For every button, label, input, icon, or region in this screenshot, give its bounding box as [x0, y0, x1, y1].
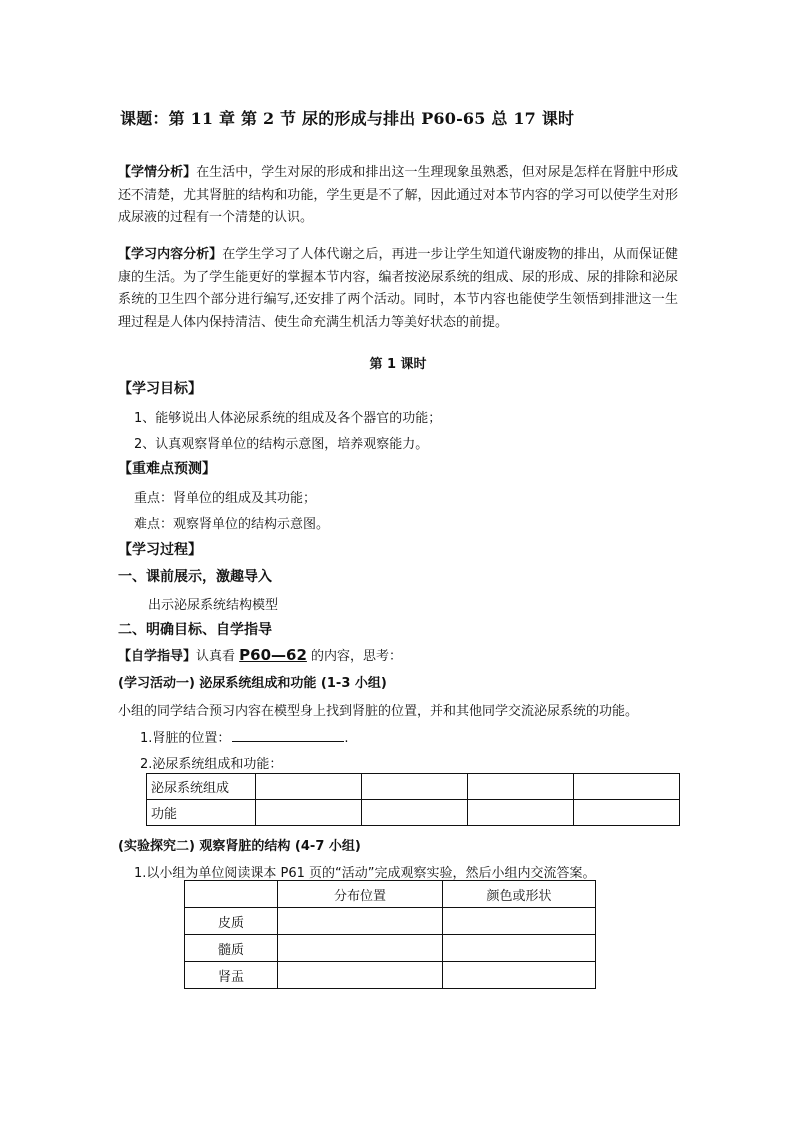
table-row — [147, 774, 680, 800]
row-label: 肾盂 — [185, 962, 278, 989]
table-cell[interactable] — [278, 908, 443, 935]
guide-post: 的内容，思考： — [306, 649, 403, 664]
goal-item-1: 1、能够说出人体泌尿系统的组成及各个器官的功能； — [134, 411, 442, 426]
table-cell[interactable] — [362, 774, 468, 800]
table-cell[interactable] — [278, 962, 443, 989]
neirong-heading: 【学习内容分析】 — [118, 247, 223, 262]
section-2-heading: 二、明确目标、自学指导 — [118, 622, 272, 638]
table-row — [185, 962, 596, 989]
column-header: 分布位置 — [278, 881, 443, 908]
question-1 — [140, 727, 349, 746]
guide-pre: 认真看 — [196, 649, 240, 664]
table-row — [185, 908, 596, 935]
xueqing-paragraph — [118, 162, 678, 230]
row-label: 髓质 — [185, 935, 278, 962]
question-1-label: 1.肾脏的位置： — [140, 731, 231, 746]
table-cell[interactable] — [443, 962, 596, 989]
keypoint-item-2: 难点：观察肾单位的结构示意图。 — [134, 517, 330, 532]
urinary-system-table — [146, 773, 680, 826]
activity-1-text: 小组的同学结合预习内容在模型身上找到肾脏的位置，并和其他同学交流泌尿系统的功能。 — [118, 704, 639, 719]
row-label: 功能 — [147, 800, 256, 826]
table-cell[interactable] — [362, 800, 468, 826]
table-cell[interactable] — [468, 774, 574, 800]
table-cell[interactable] — [256, 774, 362, 800]
row-label: 皮质 — [185, 908, 278, 935]
guide-line — [118, 645, 402, 664]
neirong-text: 在学生学习了人体代谢之后，再进一步让学生知道代谢废物的排出，从而保证健康的生活。为了学生能更好的掌握本节内容，编者按泌尿系统的组成、尿的形成、尿的排除和泌尿系统的卫生四个部分进行编写,还安排了两个活动。同时，本节内容也能使学生领悟到排泄这一生理过程是人体内保持清洁、使生命充满生机活力等美好状态的前提。 — [118, 247, 678, 330]
column-header: 颜色或形状 — [443, 881, 596, 908]
table-cell[interactable] — [443, 908, 596, 935]
keypoint-item-1: 重点：肾单位的组成及其功能； — [134, 491, 317, 506]
process-heading: 【学习过程】 — [118, 542, 202, 558]
table-row — [185, 881, 596, 908]
goal-item-2: 2、认真观察肾单位的结构示意图，培养观察能力。 — [134, 437, 429, 452]
kidney-position-blank[interactable] — [232, 729, 344, 742]
table-cell[interactable] — [574, 800, 680, 826]
table-cell[interactable] — [574, 774, 680, 800]
table-row — [147, 800, 680, 826]
activity-1-heading: (学习活动一) 泌尿系统组成和功能 (1-3 小组) — [118, 676, 387, 691]
table-cell[interactable] — [468, 800, 574, 826]
lesson-title: 第 1 课时 — [369, 357, 427, 372]
question-1-end: . — [344, 731, 349, 746]
row-label: 泌尿系统组成 — [147, 774, 256, 800]
goals-heading: 【学习目标】 — [118, 381, 202, 397]
table-cell[interactable] — [278, 935, 443, 962]
guide-pages: P60—62 — [239, 646, 307, 664]
section-1-heading: 一、课前展示，激趣导入 — [118, 569, 272, 585]
table-cell[interactable] — [443, 935, 596, 962]
xueqing-heading: 【学情分析】 — [118, 165, 197, 180]
page-title: 课题：第 11 章 第 2 节 尿的形成与排出 P60-65 总 17 课时 — [120, 109, 575, 128]
table-row — [185, 935, 596, 962]
xueqing-text: 在生活中，学生对尿的形成和排出这一生理现象虽熟悉，但对尿是怎样在肾脏中形成还不清楚，尤其肾脏的结构和功能，学生更是不了解，因此通过对本节内容的学习可以使学生对形成尿液的过程有一个清楚的认识。 — [118, 165, 678, 225]
table-cell[interactable] — [256, 800, 362, 826]
neirong-paragraph — [118, 244, 678, 334]
activity-2-heading: (实验探究二) 观察肾脏的结构 (4-7 小组) — [118, 839, 361, 854]
table-cell — [185, 881, 278, 908]
activity-2-text: 1.以小组为单位阅读课本 P61 页的“活动”完成观察实验，然后小组内交流答案。 — [134, 866, 596, 881]
section-1-text: 出示泌尿系统结构模型 — [148, 598, 279, 613]
question-2: 2.泌尿系统组成和功能： — [140, 757, 283, 772]
kidney-structure-table — [184, 880, 596, 989]
guide-heading: 【自学指导】 — [118, 649, 197, 664]
keypoints-heading: 【重难点预测】 — [118, 461, 216, 477]
